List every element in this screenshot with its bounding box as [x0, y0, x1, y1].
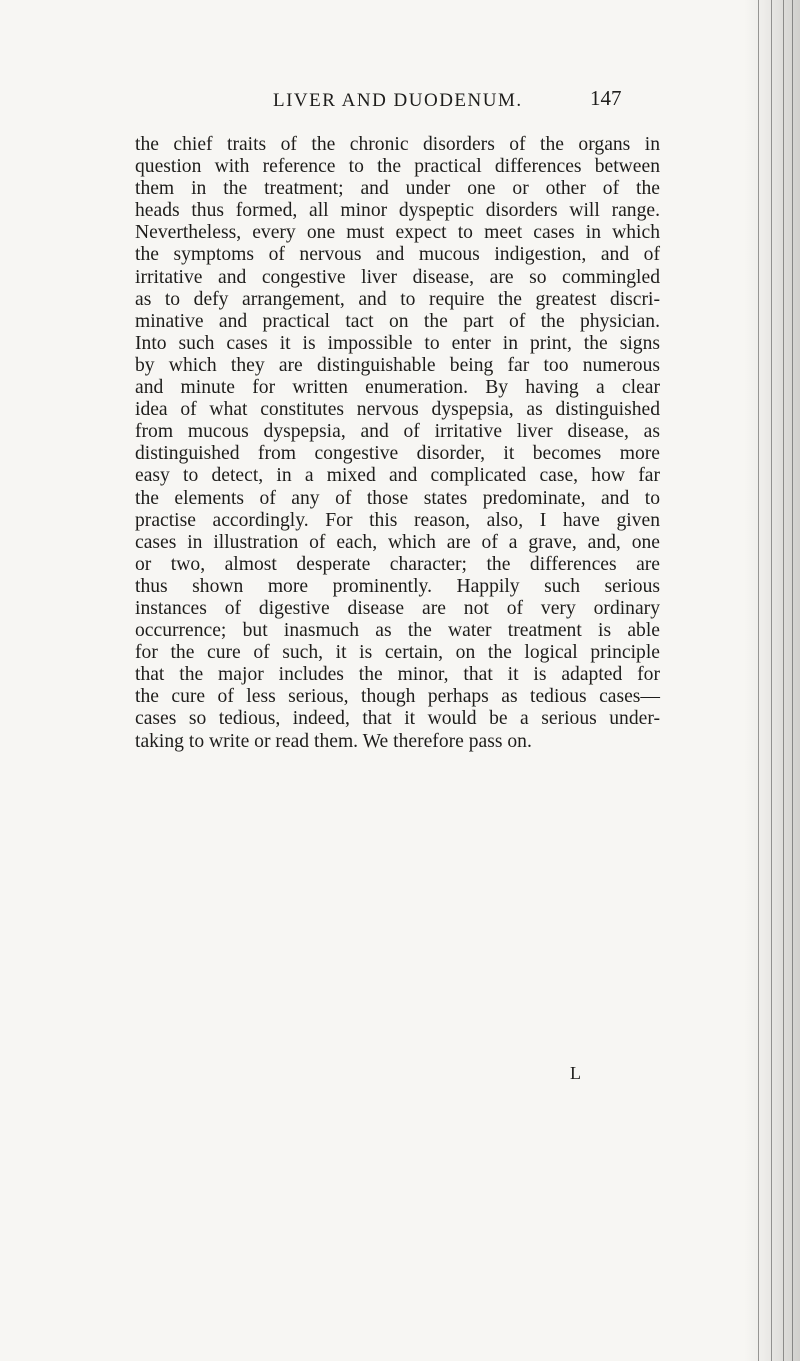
text-line: practise accordingly. For this reason, also, I have given	[135, 509, 660, 531]
text-line: easy to detect, in a mixed and complicated case, how far	[135, 465, 660, 487]
text-line: them in the treatment; and under one or other of the	[135, 178, 660, 200]
text-line: taking to write or read them. We therefore pass on.	[135, 730, 532, 752]
text-line: cases so tedious, indeed, that it would be a serious under-	[135, 708, 660, 730]
text-line: for the cure of such, it is certain, on the logical principle	[135, 642, 660, 664]
text-line: distinguished from congestive disorder, it becomes more	[135, 443, 660, 465]
text-line: cases in illustration of each, which are of a grave, and, one	[135, 531, 660, 553]
text-line: occurrence; but inasmuch as the water treatment is able	[135, 620, 660, 642]
spine-edge-line	[771, 0, 772, 1361]
text-line: the cure of less serious, though perhaps as tedious cases—	[135, 686, 660, 708]
text-line: the elements of any of those states predominate, and to	[135, 487, 660, 509]
text-line: minative and practical tact on the part of the physician.	[135, 310, 660, 332]
text-line: Into such cases it is impossible to enter in print, the signs	[135, 332, 660, 354]
text-line: from mucous dyspepsia, and of irritative liver disease, as	[135, 421, 660, 443]
text-line: idea of what constitutes nervous dyspepsia, as distinguished	[135, 399, 660, 421]
text-line: heads thus formed, all minor dyspeptic disorders will range.	[135, 200, 660, 222]
text-line: thus shown more prominently. Happily such serious	[135, 575, 660, 597]
spine-edge-line	[783, 0, 784, 1361]
text-line: the symptoms of nervous and mucous indigestion, and of	[135, 244, 660, 266]
text-line: and minute for written enumeration. By having a clear	[135, 377, 660, 399]
text-line: the chief traits of the chronic disorders of the organs in	[135, 134, 660, 155]
page-number: 147	[590, 86, 622, 110]
text-line: as to defy arrangement, and to require the greatest discri-	[135, 288, 660, 310]
spine-edge-line	[792, 0, 793, 1361]
text-line: or two, almost desperate character; the differences are	[135, 553, 660, 575]
text-line: Nevertheless, every one must expect to meet cases in which	[135, 222, 660, 244]
text-line: instances of digestive disease are not of very ordinary	[135, 597, 660, 619]
signature-mark: L	[570, 1063, 581, 1083]
spine-edge-line	[758, 0, 759, 1361]
body-paragraph	[135, 134, 660, 753]
text-line: irritative and congestive liver disease, are so commingled	[135, 266, 660, 288]
text-line: that the major includes the minor, that it is adapted for	[135, 664, 660, 686]
page-spine-shadow	[744, 0, 800, 1361]
text-line: by which they are distinguishable being far too numerous	[135, 354, 660, 376]
running-head: LIVER AND DUODENUM.	[273, 90, 523, 111]
page-header	[0, 86, 760, 116]
text-line: question with reference to the practical differences between	[135, 156, 660, 178]
